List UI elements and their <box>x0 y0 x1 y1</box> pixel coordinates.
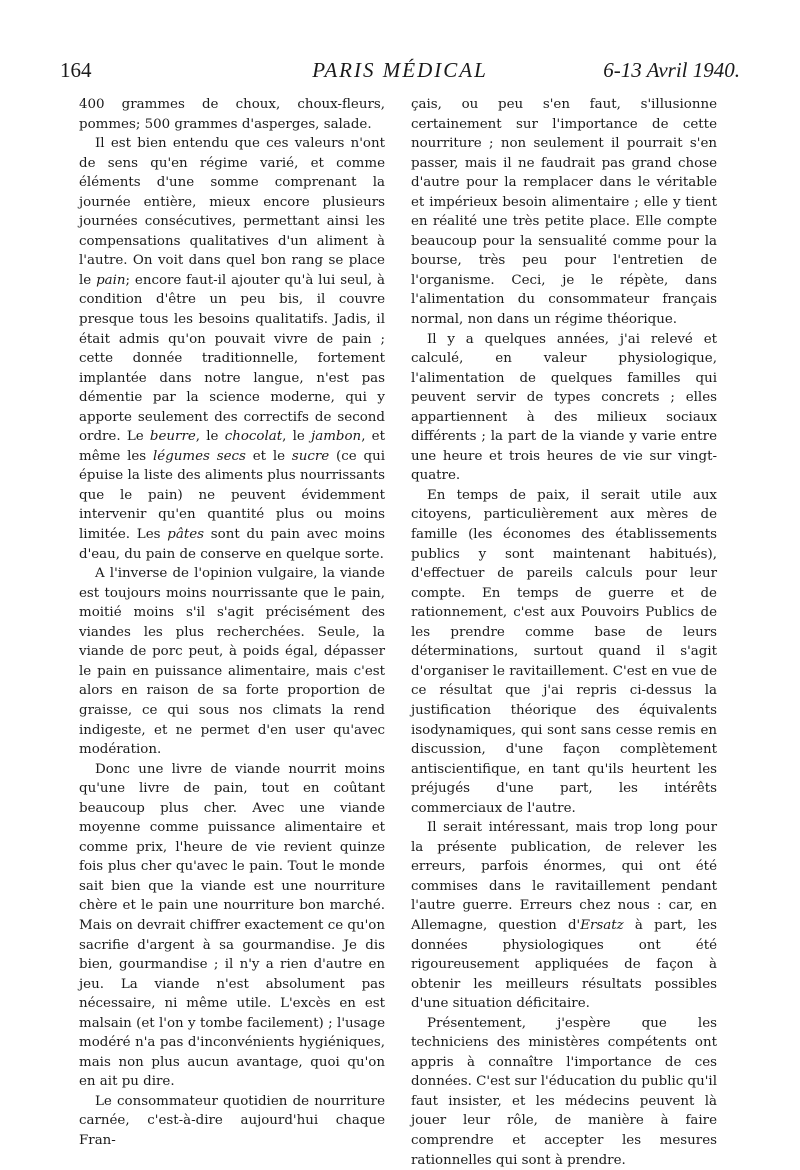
italic-term: sucre <box>291 448 330 464</box>
text-segment: (ce qui épuise la liste des aliments plus nourrissants que le pain) ne peuvent évidemment intervenir qu'en quantité plus ou moins limitée. Les <box>79 448 385 543</box>
paragraph-p2 <box>79 134 385 564</box>
text-segment: ; encore faut-il ajouter qu'à lui seul, à condition d'être un peu bis, il couvre presque tous les besoins qualitatifs. Jadis, il était admis qu'on pouvait vivre de pain ; cette donnée traditionnelle, fortement implantée dans notre langue, n'est pas démentie par la science moderne, qui y apporte seulement des correctifs de second ordre. Le <box>79 272 385 445</box>
text-segment: , le <box>195 429 225 445</box>
italic-term: Ersatz <box>580 917 624 933</box>
italic-term: pâtes <box>167 527 205 543</box>
italic-term: chocolat <box>224 429 283 445</box>
text-segment: , le <box>282 429 312 445</box>
paragraph-p4: Donc une livre de viande nourrit moins qu'une livre de pain, tout en coûtant beaucoup plus cher. Avec une viande moyenne comme puissance alimentaire et comme prix, l'heure de vie revient quinze fois plus cher qu'avec le pain. Tout le monde sait bien que la viande est une nourriture chère et le pain une nourriture bon marché. Mais on devrait chiffrer exactement ce qu'on sacrifie d'argent à sa gourmandise. Je dis bien, gourmandise ; il n'y a rien d'autre en jeu. La viande n'est absolument pas nécessaire, ni même utile. L'excès en est malsain (et l'on y tombe facilement) ; l'usage modéré n'a pas d'inconvénients hygiéniques, mais non plus aucun avantage, quoi qu'on en ait pu dire. <box>79 761 385 1090</box>
paragraph-p7: Il y a quelques années, j'ai relevé et calculé, en valeur physiologique, l'alimentation de quelques familles qui peuvent servir de types concrets ; elles appartiennent à des milieux sociaux différents ; la part de la viande y varie entre une heure et trois heures de vie sur vingt-quatre. <box>411 331 717 484</box>
page-number: 164 <box>60 58 92 82</box>
paragraph-p9 <box>411 818 717 1013</box>
page-header <box>60 58 740 88</box>
paragraph-p6: çais, ou peu s'en faut, s'illusionne certainement sur l'importance de cette nourriture ; non seulement il pourrait s'en passer, mais il ne faudrait pas grand chose d'autre pour la remplacer dans le véritable et impérieux besoin alimentaire ; elle y tient en réalité une très petite place. Elle compte beaucoup pour la sensualité comme pour la bourse, très peu pour l'entretien de l'organisme. Ceci, je le répète, dans l'alimentation du consommateur français normal, non dans un régime théorique. <box>411 97 717 328</box>
italic-term: jambon <box>311 429 362 445</box>
italic-term: légumes secs <box>152 448 246 464</box>
text-segment: sont du pain avec moins d'eau, du pain de conserve en quelque sorte. <box>79 527 386 562</box>
paragraph-p8: En temps de paix, il serait utile aux citoyens, particulièrement aux mères de famille (les économes des établissements publics y sont maintenant habitués), d'effectuer de pareils calculs pour leur compte. En temps de guerre et de rationnement, c'est aux Pouvoirs Publics de les prendre comme base de leurs déterminations, surtout quand il s'agit d'organiser le ravitaillement. C'est en vue de ce résultat que j'ai repris ci-dessus la justification théorique des équivalents isodynamiques, qui sont sans cesse remis en discussion, d'une façon complètement antiscientifique, en tant qu'ils heurtent les préjugés d'une part, les intérêts commerciaux de l'autre. <box>411 487 717 816</box>
italic-term: beurre <box>149 429 196 445</box>
text-segment: Il serait intéressant, mais trop long pour la présente publication, de relever les erreurs, parfois énormes, qui ont été commises dans le ravitaillement pendant l'autre guerre. Erreurs chez nous : car, en Allemagne, question d' <box>411 820 717 933</box>
right-column <box>411 95 717 1170</box>
text-segment: et le <box>245 448 292 464</box>
journal-title: PARIS MÉDICAL <box>312 58 488 82</box>
text-segment: , et même les <box>79 429 385 464</box>
left-column <box>79 95 385 1151</box>
paragraph-p10: Présentement, j'espère que les techniciens des ministères compétents ont appris à connaître l'importance de ces données. C'est sur l'éducation du public qu'il faut insister, et les médecins peuvent là jouer leur rôle, de manière à faire comprendre et accepter les mesures rationnelles qui sont à prendre. <box>411 1015 717 1168</box>
text-segment: à part, les données physiologiques ont été rigoureusement appliquées de façon à obtenir les meilleurs résultats possibles d'une situation déficitaire. <box>411 917 717 1012</box>
paragraph-p1: 400 grammes de choux, choux-fleurs, pommes; 500 grammes d'asperges, salade. <box>79 97 385 132</box>
paragraph-p3: A l'inverse de l'opinion vulgaire, la viande est toujours moins nourrissante que le pain, moitié moins s'il s'agit précisément des viandes les plus recherchées. Seule, la viande de porc peut, à poids égal, dépasser le pain en puissance alimentaire, mais c'est alors en raison de sa forte proportion de graisse, ce qui sous nos climats la rend indigeste, et ne permet d'en user qu'avec modération. <box>79 566 385 758</box>
issue-date: 6-13 Avril 1940. <box>603 58 740 82</box>
text-segment: Il est bien entendu que ces valeurs n'ont de sens qu'en régime varié, et comme éléments d'une somme comprenant la journée entière, mieux encore plusieurs journées consécutives, permettant ainsi les compensations qualitatives d'un aliment à l'autre. On voit dans quel bon rang se place le <box>79 136 385 288</box>
paragraph-p5: Le consommateur quotidien de nourriture carnée, c'est-à-dire aujourd'hui chaque Fran- <box>79 1093 385 1148</box>
italic-term: pain <box>96 272 126 288</box>
